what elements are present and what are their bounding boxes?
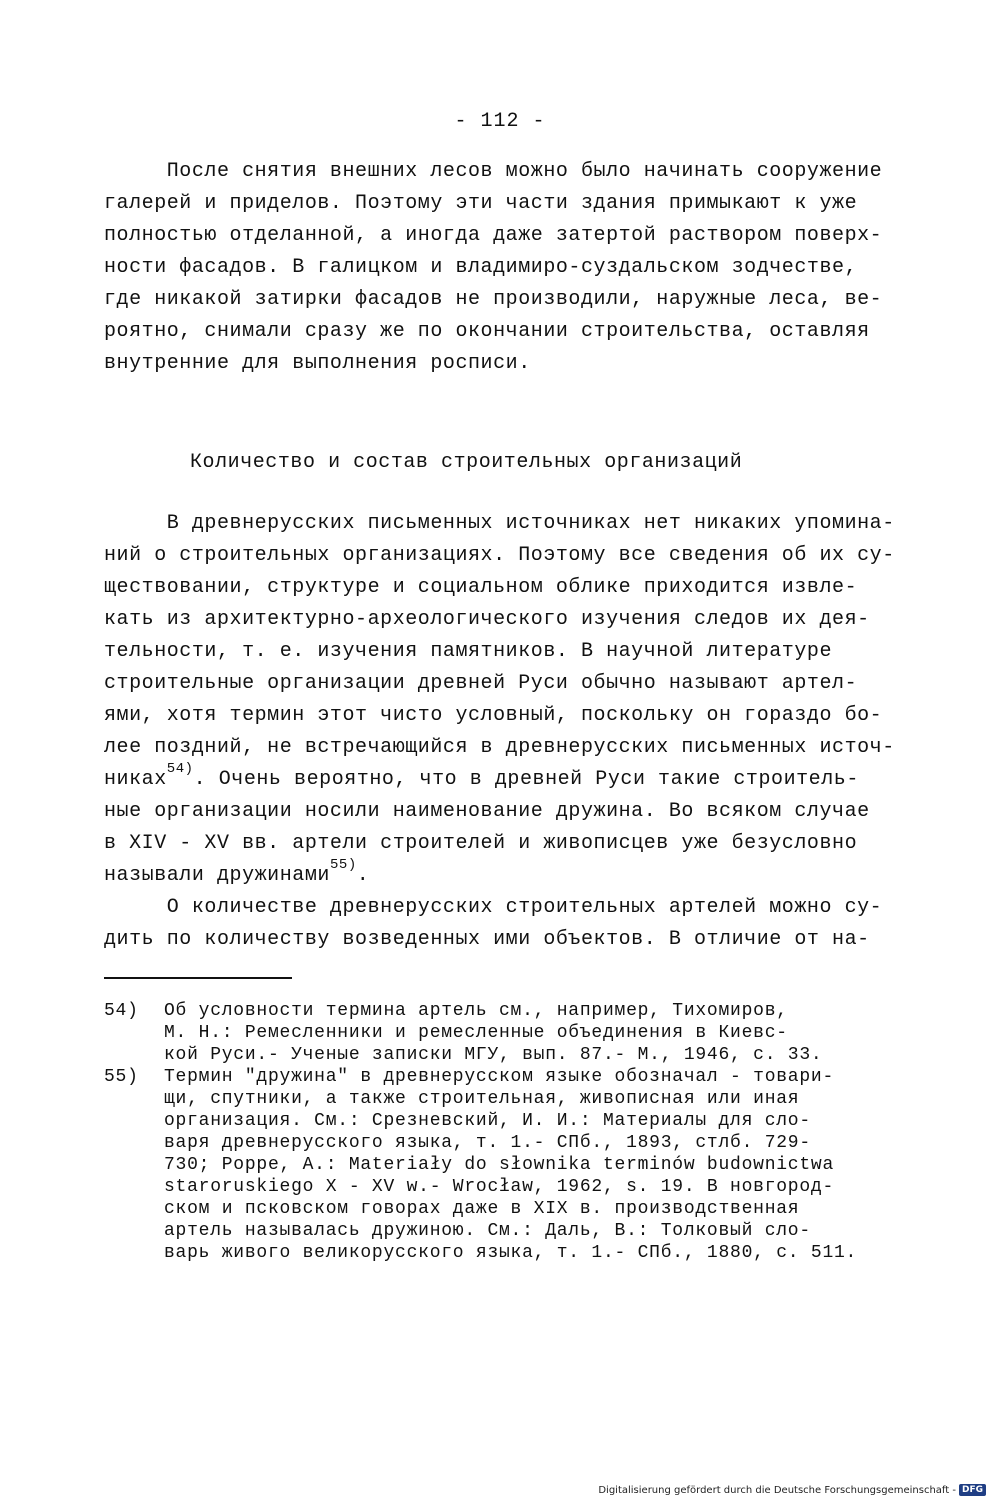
footnote-line <box>104 1132 811 1154</box>
text-line: галерей и приделов. Поэтому эти части здания примыкают к уже <box>104 192 858 215</box>
footnote-text: варя древнерусского языка, т. 1.- СПб., 1893, стлб. 729- <box>164 1133 811 1153</box>
text-line: В древнерусских письменных источниках нет никаких упомина- <box>104 512 895 535</box>
footnote-text: Термин "дружина" в древнерусском языке обозначал - товари- <box>164 1067 835 1087</box>
text-line: тельности, т. е. изучения памятников. В научной литературе <box>104 640 833 663</box>
text-fragment: никах <box>104 768 167 791</box>
footnote-text: кой Руси.- Ученые записки МГУ, вып. 87.- М., 1946, с. 33. <box>164 1045 823 1065</box>
text-line: ные организации носили наименование дружина. Во всяком случае <box>104 800 870 823</box>
footnote-text: staroruskiego X - XV w.- Wrocław, 1962, s. 19. В новгород- <box>164 1177 835 1197</box>
footnote-text: ском и псковском говорах даже в XIX в. производственная <box>164 1199 800 1219</box>
footnote-text: Об условности термина артель см., например, Тихомиров, <box>164 1001 788 1021</box>
footnote-text: М. Н.: Ремесленники и ремесленные объединения в Киевс- <box>164 1023 788 1043</box>
footnote-text: 730; Poppe, A.: Materiały do słownika terminów budownictwa <box>164 1155 835 1175</box>
footnote-ref-54: 54) <box>166 761 194 777</box>
footnote-line <box>104 1220 811 1242</box>
footnote-line <box>104 1242 857 1264</box>
footnote-line <box>104 1088 799 1110</box>
text-line: лее поздний, не встречающийся в древнерусских письменных источ- <box>104 736 895 759</box>
footnote-number: 55) <box>104 1067 139 1087</box>
footnote-text: варь живого великорусского языка, т. 1.- СПб., 1880, с. 511. <box>164 1243 858 1263</box>
footnote-line <box>104 1176 834 1198</box>
text-line: ний о строительных организациях. Поэтому все сведения об их су- <box>104 544 895 567</box>
text-line: ями, хотя термин этот чисто условный, поскольку он гораздо бо- <box>104 704 883 727</box>
text-line <box>104 761 859 793</box>
footnote-line <box>104 1044 822 1066</box>
text-line: кать из архитектурно-археологического изучения следов их дея- <box>104 608 870 631</box>
digitization-credit <box>598 1484 986 1496</box>
footnote-line <box>104 1022 788 1044</box>
text-line: в XIV - XV вв. артели строителей и живописцев уже безусловно <box>104 832 858 855</box>
footnote-line <box>104 1154 834 1176</box>
text-line: роятно, снимали сразу же по окончании строительства, оставляя <box>104 320 870 343</box>
text-line: дить по количеству возведенных ими объектов. В отличие от на- <box>104 928 870 951</box>
text-line: После снятия внешних лесов можно было начинать сооружение <box>104 160 883 183</box>
text-line: О количестве древнерусских строительных артелей можно су- <box>104 896 883 919</box>
text-fragment: . Очень вероятно, что в древней Руси такие строитель- <box>193 768 859 791</box>
text-line: ществовании, структуре и социальном облике приходится извле- <box>104 576 858 599</box>
text-line: внутренние для выполнения росписи. <box>104 352 531 375</box>
credit-text: Digitalisierung gefördert durch die Deutsche Forschungsgemeinschaft - <box>598 1484 956 1496</box>
text-line <box>104 857 370 889</box>
footnote-55 <box>104 1066 834 1088</box>
footnote-number: 54) <box>104 1001 139 1021</box>
page-number: - 112 - <box>454 110 546 133</box>
text-fragment: называли дружинами <box>104 864 330 887</box>
text-line: ности фасадов. В галицком и владимиро-суздальском зодчестве, <box>104 256 858 279</box>
section-heading: Количество и состав строительных организаций <box>190 451 743 474</box>
footnote-line <box>104 1110 811 1132</box>
footnote-54 <box>104 1000 788 1022</box>
footnote-ref-55: 55) <box>329 857 357 873</box>
footnote-text: щи, спутники, а также строительная, живописная или иная <box>164 1089 800 1109</box>
text-line: полностью отделанной, а иногда даже затертой раствором поверх- <box>104 224 883 247</box>
footnote-text: артель называлась дружиною. См.: Даль, В.: Толковый сло- <box>164 1221 811 1241</box>
footnote-line <box>104 1198 799 1220</box>
text-line: где никакой затирки фасадов не производили, наружные леса, ве- <box>104 288 883 311</box>
footnote-divider <box>104 977 292 979</box>
text-line: строительные организации древней Руси обычно называют артел- <box>104 672 858 695</box>
footnote-text: организация. См.: Срезневский, И. И.: Материалы для сло- <box>164 1111 811 1131</box>
dfg-logo-icon: DFG <box>959 1484 986 1496</box>
text-fragment: . <box>356 864 370 887</box>
